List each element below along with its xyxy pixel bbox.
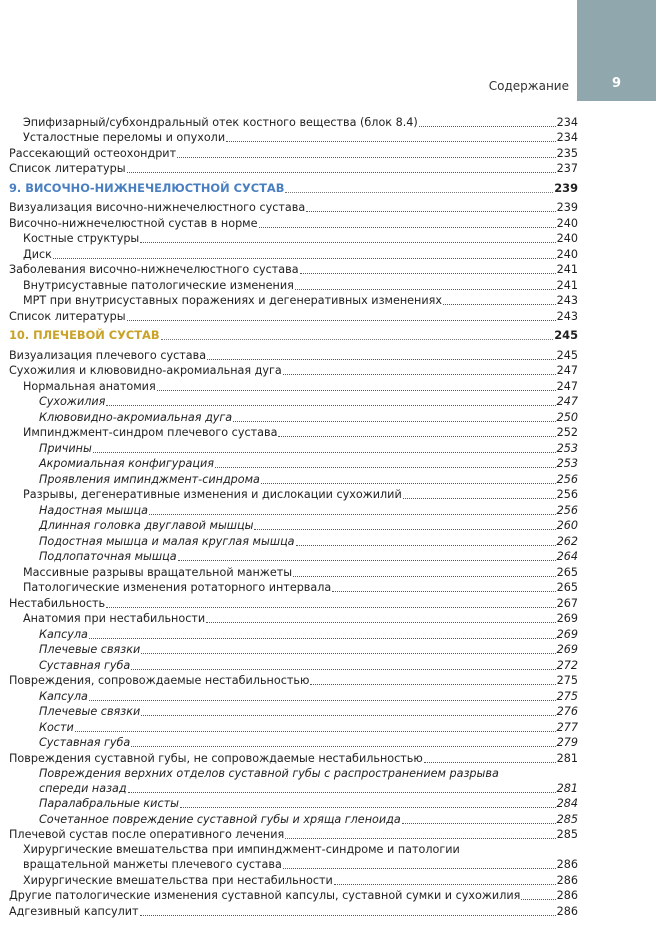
dot-leader — [259, 227, 556, 228]
dot-leader — [424, 762, 556, 763]
toc-entry-page: 265 — [556, 565, 578, 579]
toc-entry-title: Повреждения верхних отделов суставной губы с распространением разрыва — [39, 766, 499, 780]
dot-leader — [141, 653, 555, 654]
dot-leader — [261, 483, 556, 484]
toc-entry — [9, 502, 578, 518]
toc-entry-title: Хирургические вмешательства при нестабильности — [23, 873, 333, 887]
toc-entry-page: 253 — [556, 457, 578, 470]
toc-entry — [9, 766, 578, 796]
dot-leader — [161, 339, 554, 340]
toc-entry — [9, 673, 578, 689]
dot-leader — [283, 868, 556, 869]
dot-leader — [296, 545, 556, 546]
toc-entry-page: 286 — [556, 904, 578, 918]
toc-entry-page: 247 — [556, 395, 578, 408]
toc-entry — [9, 425, 578, 441]
toc-entry — [9, 735, 578, 751]
toc-entry — [9, 161, 578, 177]
toc-entry-title: Паралабральные кисты — [39, 797, 179, 810]
toc-entry — [9, 872, 578, 888]
toc-entry-page: 239 — [554, 180, 578, 195]
toc-entry — [9, 200, 578, 216]
dot-leader — [285, 192, 553, 193]
dot-leader — [443, 304, 556, 305]
dot-leader — [215, 467, 556, 468]
toc-entry — [9, 409, 578, 425]
toc-entry — [9, 456, 578, 472]
toc-entry-page: 240 — [556, 232, 578, 245]
toc-entry — [9, 642, 578, 658]
toc-chapter-entry — [9, 180, 578, 196]
toc-entry — [9, 487, 578, 503]
toc-entry-title: Массивные разрывы вращательной манжеты — [23, 565, 293, 579]
toc-entry-title: Суставная губа — [39, 658, 131, 672]
dot-leader — [127, 320, 556, 321]
toc-entry-title: Капсула — [39, 689, 88, 703]
toc-entry-page: 269 — [556, 612, 578, 625]
toc-entry-page: 264 — [556, 550, 578, 563]
toc-entry-title: Капсула — [39, 627, 88, 641]
dot-leader — [157, 390, 556, 391]
toc-entry-page: 269 — [556, 627, 578, 641]
dot-leader — [207, 359, 556, 360]
toc-entry — [9, 308, 578, 324]
toc-entry-page: 234 — [556, 115, 578, 129]
dot-leader — [128, 792, 556, 793]
toc-entry — [9, 363, 578, 379]
toc-entry-title: Усталостные переломы и опухоли — [23, 131, 226, 144]
toc-entry-page: 262 — [556, 534, 578, 548]
toc-entry-title: Список литературы — [9, 309, 126, 323]
toc-entry-page: 237 — [556, 162, 578, 175]
toc-entry-title-continued: спереди назад — [39, 781, 127, 795]
toc-entry — [9, 549, 578, 565]
page-tab — [577, 0, 656, 101]
dot-leader — [127, 172, 556, 173]
running-title: Содержание — [488, 79, 569, 93]
toc-entry — [9, 262, 578, 278]
toc-entry — [9, 347, 578, 363]
toc-entry-page: 250 — [556, 410, 578, 424]
dot-leader — [295, 289, 556, 290]
toc-entry-page: 252 — [556, 426, 578, 439]
toc-entry-page: 286 — [556, 873, 578, 887]
toc-entry-title: Внутрисуставные патологические изменения — [23, 278, 294, 292]
toc-entry — [9, 215, 578, 231]
dot-leader — [206, 622, 555, 623]
toc-entry-title: Визуализация височно-нижнечелюстного сустава — [9, 201, 306, 214]
table-of-contents — [9, 114, 578, 919]
dot-leader — [131, 746, 555, 747]
toc-entry-page: 235 — [556, 146, 578, 160]
dot-leader — [177, 157, 556, 158]
toc-entry-page: 285 — [556, 828, 578, 841]
toc-entry-title: Височно-нижнечелюстной сустав в норме — [9, 216, 258, 230]
toc-entry-title: Кости — [39, 720, 74, 734]
toc-entry-title: Сухожилия — [39, 395, 106, 408]
dot-leader — [278, 436, 555, 437]
dot-leader — [306, 211, 555, 212]
toc-entry-page: 245 — [554, 328, 578, 342]
toc-entry-page: 247 — [556, 379, 578, 393]
dot-leader — [93, 452, 556, 453]
dot-leader — [140, 242, 555, 243]
toc-entry — [9, 231, 578, 247]
toc-entry — [9, 580, 578, 596]
toc-entry — [9, 564, 578, 580]
toc-entry-title: Акромиальная конфигурация — [39, 457, 214, 470]
toc-entry — [9, 750, 578, 766]
toc-entry-title: Длинная головка двуглавой мышцы — [39, 519, 254, 532]
dot-leader — [419, 126, 556, 127]
toc-entry — [9, 704, 578, 720]
toc-entry — [9, 114, 578, 130]
toc-entry-page: 247 — [556, 364, 578, 377]
toc-entry-title: Подлопаточная мышца — [39, 550, 177, 563]
toc-entry-title: Надостная мышца — [39, 503, 148, 517]
dot-leader — [141, 715, 555, 716]
toc-entry-page: 260 — [556, 519, 578, 532]
toc-entry — [9, 277, 578, 293]
toc-entry-page: 240 — [556, 247, 578, 261]
toc-entry-page: 284 — [556, 797, 578, 810]
dot-leader — [106, 607, 555, 608]
toc-entry — [9, 827, 578, 843]
toc-entry-title: Плечевые связки — [39, 705, 141, 718]
toc-entry-page: 286 — [556, 858, 578, 871]
toc-entry — [9, 394, 578, 410]
dot-leader — [226, 141, 556, 142]
toc-chapter-entry — [9, 328, 578, 344]
dot-leader — [178, 560, 556, 561]
page-number: 9 — [611, 76, 622, 91]
toc-entry-title: Нестабильность — [9, 596, 106, 610]
toc-entry-page: 256 — [556, 503, 578, 517]
toc-entry-page: 275 — [556, 674, 578, 687]
toc-entry-title: Сочетанное повреждение суставной губы и хряща гленоида — [39, 812, 401, 826]
dot-leader — [75, 731, 556, 732]
dot-leader — [140, 915, 556, 916]
toc-entry-title: Клювовидно-акромиальная дуга — [39, 410, 233, 424]
toc-entry-title: 9. ВИСОЧНО-НИЖНЕЧЕЛЮСТНОЙ СУСТАВ — [9, 180, 285, 195]
dot-leader — [334, 884, 556, 885]
dot-leader — [521, 899, 555, 900]
toc-entry — [9, 595, 578, 611]
dot-leader — [233, 421, 555, 422]
dot-leader — [131, 669, 555, 670]
dot-leader — [300, 273, 556, 274]
toc-entry-title-continued: вращательной манжеты плечевого сустава — [23, 858, 282, 871]
toc-entry-page: 234 — [556, 131, 578, 144]
toc-entry-title: 10. ПЛЕЧЕВОЙ СУСТАВ — [9, 328, 160, 342]
toc-entry — [9, 246, 578, 262]
toc-entry-title: Диск — [23, 247, 52, 261]
toc-entry-title: Суставная губа — [39, 736, 131, 749]
toc-entry-page: 239 — [556, 201, 578, 214]
toc-entry-page: 269 — [556, 643, 578, 656]
toc-entry-page: 256 — [556, 472, 578, 486]
toc-entry — [9, 440, 578, 456]
toc-entry-title: Разрывы, дегенеративные изменения и дислокации сухожилий — [23, 488, 402, 501]
toc-entry-title: Импинджмент-синдром плечевого сустава — [23, 426, 278, 439]
toc-entry — [9, 145, 578, 161]
toc-entry — [9, 719, 578, 735]
dot-leader — [149, 514, 556, 515]
toc-entry — [9, 888, 578, 904]
toc-entry-title: Подостная мышца и малая круглая мышца — [39, 534, 295, 548]
dot-leader — [254, 529, 555, 530]
toc-entry-page: 240 — [556, 216, 578, 230]
toc-entry — [9, 688, 578, 704]
dot-leader — [403, 498, 556, 499]
toc-entry — [9, 518, 578, 534]
toc-entry — [9, 533, 578, 549]
toc-entry-title: Плечевые связки — [39, 643, 141, 656]
toc-entry-title: Сухожилия и клювовидно-акромиальная дуга — [9, 364, 282, 377]
toc-entry-page: 275 — [556, 689, 578, 703]
toc-entry-title: Патологические изменения ротаторного интервала — [23, 581, 332, 594]
toc-entry-page: 243 — [556, 294, 578, 307]
toc-entry-page: 241 — [556, 263, 578, 276]
toc-entry-page: 272 — [556, 658, 578, 672]
toc-entry-title: Анатомия при нестабильности — [23, 612, 206, 625]
toc-entry-page: 265 — [556, 581, 578, 594]
dot-leader — [293, 576, 556, 577]
toc-entry-title: Другие патологические изменения суставной капсулы, суставной сумки и сухожилия — [9, 889, 521, 902]
toc-entry-title: Визуализация плечевого сустава — [9, 348, 207, 362]
toc-entry-title: Заболевания височно-нижнечелюстного сустава — [9, 263, 299, 276]
toc-entry-page: 267 — [556, 596, 578, 610]
toc-entry-page: 277 — [556, 720, 578, 734]
toc-entry-title: Адгезивный капсулит — [9, 904, 139, 918]
toc-entry — [9, 842, 578, 872]
dot-leader — [283, 374, 556, 375]
toc-entry-page: 286 — [556, 889, 578, 902]
dot-leader — [53, 258, 556, 259]
toc-entry-title: Повреждения, сопровождаемые нестабильностью — [9, 674, 310, 687]
toc-entry — [9, 811, 578, 827]
toc-entry — [9, 378, 578, 394]
toc-entry-page: 241 — [556, 278, 578, 292]
toc-entry-title: Нормальная анатомия — [23, 379, 156, 393]
toc-entry-page: 279 — [556, 736, 578, 749]
toc-entry — [9, 657, 578, 673]
dot-leader — [180, 807, 556, 808]
toc-entry-title: Костные структуры — [23, 232, 140, 245]
toc-entry-page: 281 — [556, 781, 578, 795]
toc-entry-title: МРТ при внутрисуставных поражениях и дегенеративных изменениях — [23, 294, 442, 307]
dot-leader — [402, 823, 556, 824]
toc-entry-title: Список литературы — [9, 162, 126, 175]
toc-entry-title: Эпифизарный/субхондральный отек костного вещества (блок 8.4) — [23, 115, 418, 129]
toc-entry-page: 256 — [556, 488, 578, 501]
dot-leader — [89, 638, 556, 639]
toc-entry — [9, 293, 578, 309]
dot-leader — [106, 405, 555, 406]
toc-entry — [9, 796, 578, 812]
toc-entry — [9, 130, 578, 146]
toc-entry-page: 253 — [556, 441, 578, 455]
toc-entry — [9, 903, 578, 919]
dot-leader — [89, 700, 556, 701]
toc-entry-title: Повреждения суставной губы, не сопровождаемые нестабильностью — [9, 751, 423, 765]
toc-entry — [9, 471, 578, 487]
toc-entry — [9, 626, 578, 642]
dot-leader — [285, 838, 555, 839]
toc-entry-title: Проявления импинджмент-синдрома — [39, 472, 260, 486]
dot-leader — [310, 684, 555, 685]
toc-entry-page: 281 — [556, 751, 578, 765]
toc-entry-page: 276 — [556, 705, 578, 718]
toc-entry-page: 285 — [556, 812, 578, 826]
toc-entry-title: Рассекающий остеохондрит — [9, 146, 177, 160]
toc-entry-title: Причины — [39, 441, 92, 455]
toc-entry-title: Плечевой сустав после оперативного лечения — [9, 828, 285, 841]
dot-leader — [332, 591, 555, 592]
toc-entry-page: 243 — [556, 309, 578, 323]
toc-entry — [9, 611, 578, 627]
toc-entry-page: 245 — [556, 348, 578, 362]
toc-entry-title: Хирургические вмешательства при импинджмент-синдроме и патологии — [23, 843, 460, 856]
